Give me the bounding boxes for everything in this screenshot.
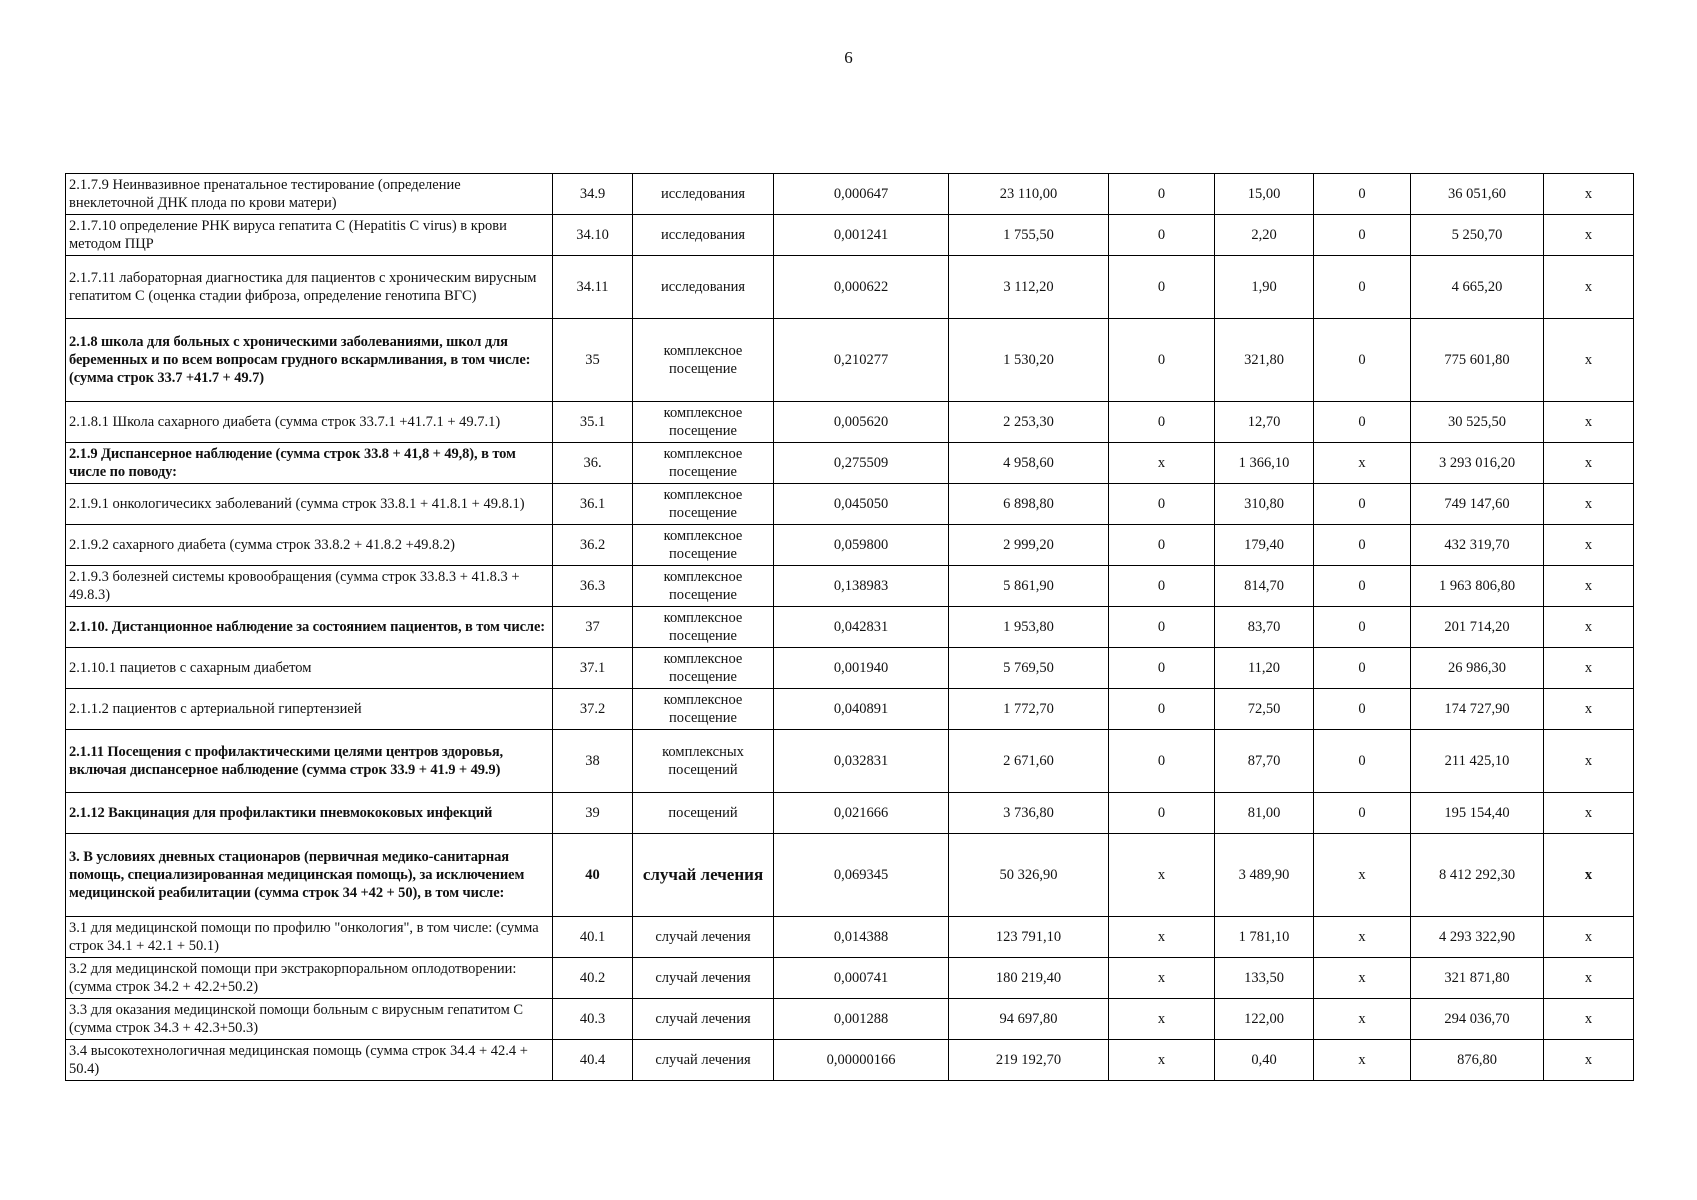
line-number: 36.1 (553, 484, 633, 525)
value-col-6: 122,00 (1215, 999, 1314, 1040)
line-number: 38 (553, 730, 633, 793)
volume-norm: 0,040891 (774, 689, 949, 730)
value-col-7: 0 (1314, 256, 1411, 319)
line-number: 40.1 (553, 917, 633, 958)
cost-norm: 3 736,80 (949, 793, 1109, 834)
table-row (66, 319, 1634, 402)
table-row (66, 834, 1634, 917)
cost-norm: 6 898,80 (949, 484, 1109, 525)
value-col-6: 3 489,90 (1215, 834, 1314, 917)
value-col-9: х (1544, 215, 1634, 256)
row-name: 2.1.7.9 Неинвазивное пренатальное тестирование (определение внеклеточной ДНК плода по крови матери) (66, 174, 553, 215)
line-number: 37 (553, 607, 633, 648)
value-col-5: 0 (1109, 256, 1215, 319)
value-col-6: 1 781,10 (1215, 917, 1314, 958)
line-number: 34.11 (553, 256, 633, 319)
value-col-8: 5 250,70 (1411, 215, 1544, 256)
cost-norm: 2 999,20 (949, 525, 1109, 566)
value-col-9: х (1544, 648, 1634, 689)
value-col-5: 0 (1109, 607, 1215, 648)
value-col-5: х (1109, 917, 1215, 958)
cost-norm: 219 192,70 (949, 1040, 1109, 1081)
row-name: 2.1.10. Дистанционное наблюдение за состоянием пациентов, в том числе: (66, 607, 553, 648)
value-col-7: 0 (1314, 402, 1411, 443)
value-col-5: 0 (1109, 793, 1215, 834)
volume-norm: 0,032831 (774, 730, 949, 793)
row-name: 2.1.1.2 пациентов с артериальной гипертензией (66, 689, 553, 730)
table-row (66, 1040, 1634, 1081)
value-col-5: х (1109, 834, 1215, 917)
value-col-6: 15,00 (1215, 174, 1314, 215)
unit-of-measure: комплексное посещение (633, 525, 774, 566)
value-col-7: х (1314, 999, 1411, 1040)
table-row (66, 607, 1634, 648)
value-col-9: х (1544, 525, 1634, 566)
line-number: 39 (553, 793, 633, 834)
unit-of-measure: комплексное посещение (633, 484, 774, 525)
line-number: 40.4 (553, 1040, 633, 1081)
unit-of-measure: исследования (633, 215, 774, 256)
value-col-6: 0,40 (1215, 1040, 1314, 1081)
unit-of-measure: исследования (633, 256, 774, 319)
row-name: 2.1.7.10 определение РНК вируса гепатита С (Hepatitis C virus) в крови методом ПЦР (66, 215, 553, 256)
value-col-5: 0 (1109, 689, 1215, 730)
row-name: 2.1.9.2 сахарного диабета (сумма строк 33.8.2 + 41.8.2 +49.8.2) (66, 525, 553, 566)
cost-norm: 2 253,30 (949, 402, 1109, 443)
value-col-8: 1 963 806,80 (1411, 566, 1544, 607)
page-number: 6 (844, 48, 853, 67)
value-col-8: 36 051,60 (1411, 174, 1544, 215)
unit-of-measure: комплексное посещение (633, 319, 774, 402)
cost-norm: 23 110,00 (949, 174, 1109, 215)
volume-norm: 0,059800 (774, 525, 949, 566)
row-name: 2.1.11 Посещения с профилактическими целями центров здоровья, включая диспансерное наблюдение (сумма строк 33.9 + 41.9 + 49.9) (66, 730, 553, 793)
unit-of-measure: случай лечения (633, 917, 774, 958)
line-number: 40.2 (553, 958, 633, 999)
value-col-8: 211 425,10 (1411, 730, 1544, 793)
value-col-7: х (1314, 834, 1411, 917)
cost-norm: 1 953,80 (949, 607, 1109, 648)
value-col-9: х (1544, 402, 1634, 443)
value-col-6: 1,90 (1215, 256, 1314, 319)
value-col-8: 3 293 016,20 (1411, 443, 1544, 484)
cost-norm: 2 671,60 (949, 730, 1109, 793)
value-col-8: 195 154,40 (1411, 793, 1544, 834)
value-col-6: 321,80 (1215, 319, 1314, 402)
value-col-6: 133,50 (1215, 958, 1314, 999)
value-col-6: 1 366,10 (1215, 443, 1314, 484)
volume-norm: 0,021666 (774, 793, 949, 834)
value-col-5: х (1109, 443, 1215, 484)
value-col-5: 0 (1109, 730, 1215, 793)
value-col-8: 775 601,80 (1411, 319, 1544, 402)
unit-of-measure: исследования (633, 174, 774, 215)
value-col-8: 174 727,90 (1411, 689, 1544, 730)
unit-of-measure: посещений (633, 793, 774, 834)
line-number: 36.3 (553, 566, 633, 607)
cost-norm: 180 219,40 (949, 958, 1109, 999)
row-name: 2.1.7.11 лабораторная диагностика для пациентов с хроническим вирусным гепатитом С (оценка стадии фиброза, определение генотипа ВГС) (66, 256, 553, 319)
value-col-8: 749 147,60 (1411, 484, 1544, 525)
value-col-7: х (1314, 443, 1411, 484)
line-number: 36.2 (553, 525, 633, 566)
value-col-7: 0 (1314, 215, 1411, 256)
value-col-9: х (1544, 793, 1634, 834)
value-col-8: 201 714,20 (1411, 607, 1544, 648)
value-col-7: 0 (1314, 793, 1411, 834)
line-number: 37.2 (553, 689, 633, 730)
value-col-9: х (1544, 566, 1634, 607)
line-number: 40.3 (553, 999, 633, 1040)
row-name: 2.1.10.1 пациетов с сахарным диабетом (66, 648, 553, 689)
value-col-5: 0 (1109, 648, 1215, 689)
table-row (66, 730, 1634, 793)
value-col-6: 11,20 (1215, 648, 1314, 689)
unit-of-measure: случай лечения (633, 1040, 774, 1081)
value-col-6: 814,70 (1215, 566, 1314, 607)
value-col-9: х (1544, 689, 1634, 730)
cost-norm: 123 791,10 (949, 917, 1109, 958)
table-row (66, 689, 1634, 730)
value-col-8: 4 665,20 (1411, 256, 1544, 319)
row-name: 2.1.8.1 Школа сахарного диабета (сумма строк 33.7.1 +41.7.1 + 49.7.1) (66, 402, 553, 443)
value-col-8: 30 525,50 (1411, 402, 1544, 443)
value-col-5: 0 (1109, 215, 1215, 256)
value-col-8: 321 871,80 (1411, 958, 1544, 999)
value-col-7: х (1314, 917, 1411, 958)
unit-of-measure: случай лечения (633, 958, 774, 999)
unit-of-measure: комплексное посещение (633, 566, 774, 607)
cost-norm: 1 530,20 (949, 319, 1109, 402)
volume-norm: 0,005620 (774, 402, 949, 443)
value-col-9: х (1544, 999, 1634, 1040)
value-col-8: 8 412 292,30 (1411, 834, 1544, 917)
line-number: 37.1 (553, 648, 633, 689)
value-col-9: х (1544, 256, 1634, 319)
row-name: 3.3 для оказания медицинской помощи больным с вирусным гепатитом С (сумма строк 34.3 + 42.3+50.3) (66, 999, 553, 1040)
cost-norm: 1 772,70 (949, 689, 1109, 730)
table-row (66, 215, 1634, 256)
value-col-6: 72,50 (1215, 689, 1314, 730)
value-col-9: х (1544, 917, 1634, 958)
row-name: 2.1.8 школа для больных с хроническими заболеваниями, школ для беременных и по всем вопросам грудного вскармливания, в том числе: (сумма строк 33.7 +41.7 + 49.7) (66, 319, 553, 402)
row-name: 3.4 высокотехнологичная медицинская помощь (сумма строк 34.4 + 42.4 + 50.4) (66, 1040, 553, 1081)
table-row (66, 402, 1634, 443)
volume-norm: 0,014388 (774, 917, 949, 958)
table-row (66, 648, 1634, 689)
value-col-8: 876,80 (1411, 1040, 1544, 1081)
cost-norm: 5 769,50 (949, 648, 1109, 689)
volume-norm: 0,069345 (774, 834, 949, 917)
value-col-7: 0 (1314, 648, 1411, 689)
value-col-7: х (1314, 958, 1411, 999)
table-row (66, 917, 1634, 958)
volume-norm: 0,001241 (774, 215, 949, 256)
volume-norm: 0,275509 (774, 443, 949, 484)
line-number: 35 (553, 319, 633, 402)
value-col-8: 4 293 322,90 (1411, 917, 1544, 958)
value-col-9: х (1544, 174, 1634, 215)
cost-norm: 50 326,90 (949, 834, 1109, 917)
value-col-9: х (1544, 834, 1634, 917)
value-col-5: 0 (1109, 402, 1215, 443)
value-col-5: 0 (1109, 566, 1215, 607)
row-name: 2.1.9 Диспансерное наблюдение (сумма строк 33.8 + 41,8 + 49,8), в том числе по поводу: (66, 443, 553, 484)
cost-norm: 94 697,80 (949, 999, 1109, 1040)
row-name: 2.1.12 Вакцинация для профилактики пневмококовых инфекций (66, 793, 553, 834)
unit-of-measure: случай лечения (633, 999, 774, 1040)
unit-of-measure: случай лечения (633, 834, 774, 917)
cost-norm: 4 958,60 (949, 443, 1109, 484)
row-name: 2.1.9.1 онкологичесикх заболеваний (сумма строк 33.8.1 + 41.8.1 + 49.8.1) (66, 484, 553, 525)
value-col-7: 0 (1314, 730, 1411, 793)
cost-norm: 1 755,50 (949, 215, 1109, 256)
unit-of-measure: комплексное посещение (633, 689, 774, 730)
volume-norm: 0,00000166 (774, 1040, 949, 1081)
table-row (66, 443, 1634, 484)
cost-norm: 3 112,20 (949, 256, 1109, 319)
line-number: 36. (553, 443, 633, 484)
value-col-7: 0 (1314, 484, 1411, 525)
volume-norm: 0,000647 (774, 174, 949, 215)
line-number: 34.10 (553, 215, 633, 256)
table-row (66, 484, 1634, 525)
value-col-7: 0 (1314, 319, 1411, 402)
cost-norm: 5 861,90 (949, 566, 1109, 607)
line-number: 40 (553, 834, 633, 917)
volume-norm: 0,001288 (774, 999, 949, 1040)
row-name: 3.1 для медицинской помощи по профилю "онкология", в том числе: (сумма строк 34.1 + 42.1 + 50.1) (66, 917, 553, 958)
value-col-7: 0 (1314, 689, 1411, 730)
volume-norm: 0,138983 (774, 566, 949, 607)
data-table (65, 173, 1634, 1081)
unit-of-measure: комплексных посещений (633, 730, 774, 793)
value-col-9: х (1544, 443, 1634, 484)
value-col-6: 83,70 (1215, 607, 1314, 648)
table-row (66, 958, 1634, 999)
table-row (66, 174, 1634, 215)
value-col-7: 0 (1314, 607, 1411, 648)
value-col-5: х (1109, 958, 1215, 999)
value-col-9: х (1544, 958, 1634, 999)
value-col-6: 2,20 (1215, 215, 1314, 256)
value-col-7: 0 (1314, 174, 1411, 215)
value-col-9: х (1544, 484, 1634, 525)
unit-of-measure: комплексное посещение (633, 648, 774, 689)
row-name: 3. В условиях дневных стационаров (первичная медико-санитарная помощь, специализированная медицинская помощь), за исключением медицинской реабилитации (сумма строк 34 +42 + 50), в том числе: (66, 834, 553, 917)
value-col-8: 26 986,30 (1411, 648, 1544, 689)
value-col-9: х (1544, 730, 1634, 793)
table-row (66, 256, 1634, 319)
value-col-9: х (1544, 319, 1634, 402)
table-row (66, 793, 1634, 834)
volume-norm: 0,001940 (774, 648, 949, 689)
unit-of-measure: комплексное посещение (633, 402, 774, 443)
value-col-8: 432 319,70 (1411, 525, 1544, 566)
value-col-8: 294 036,70 (1411, 999, 1544, 1040)
value-col-5: х (1109, 1040, 1215, 1081)
volume-norm: 0,042831 (774, 607, 949, 648)
value-col-5: 0 (1109, 319, 1215, 402)
value-col-5: х (1109, 999, 1215, 1040)
value-col-7: 0 (1314, 566, 1411, 607)
value-col-6: 179,40 (1215, 525, 1314, 566)
volume-norm: 0,210277 (774, 319, 949, 402)
value-col-5: 0 (1109, 525, 1215, 566)
row-name: 3.2 для медицинской помощи при экстракорпоральном оплодотворении: (сумма строк 34.2 + 42.2+50.2) (66, 958, 553, 999)
value-col-7: х (1314, 1040, 1411, 1081)
value-col-5: 0 (1109, 484, 1215, 525)
value-col-6: 310,80 (1215, 484, 1314, 525)
value-col-6: 81,00 (1215, 793, 1314, 834)
unit-of-measure: комплексное посещение (633, 443, 774, 484)
value-col-9: х (1544, 607, 1634, 648)
table-row (66, 999, 1634, 1040)
line-number: 34.9 (553, 174, 633, 215)
table-row (66, 525, 1634, 566)
line-number: 35.1 (553, 402, 633, 443)
value-col-5: 0 (1109, 174, 1215, 215)
value-col-7: 0 (1314, 525, 1411, 566)
value-col-6: 12,70 (1215, 402, 1314, 443)
volume-norm: 0,000622 (774, 256, 949, 319)
row-name: 2.1.9.3 болезней системы кровообращения (сумма строк 33.8.3 + 41.8.3 + 49.8.3) (66, 566, 553, 607)
table-row (66, 566, 1634, 607)
volume-norm: 0,000741 (774, 958, 949, 999)
unit-of-measure: комплексное посещение (633, 607, 774, 648)
value-col-9: х (1544, 1040, 1634, 1081)
value-col-6: 87,70 (1215, 730, 1314, 793)
volume-norm: 0,045050 (774, 484, 949, 525)
